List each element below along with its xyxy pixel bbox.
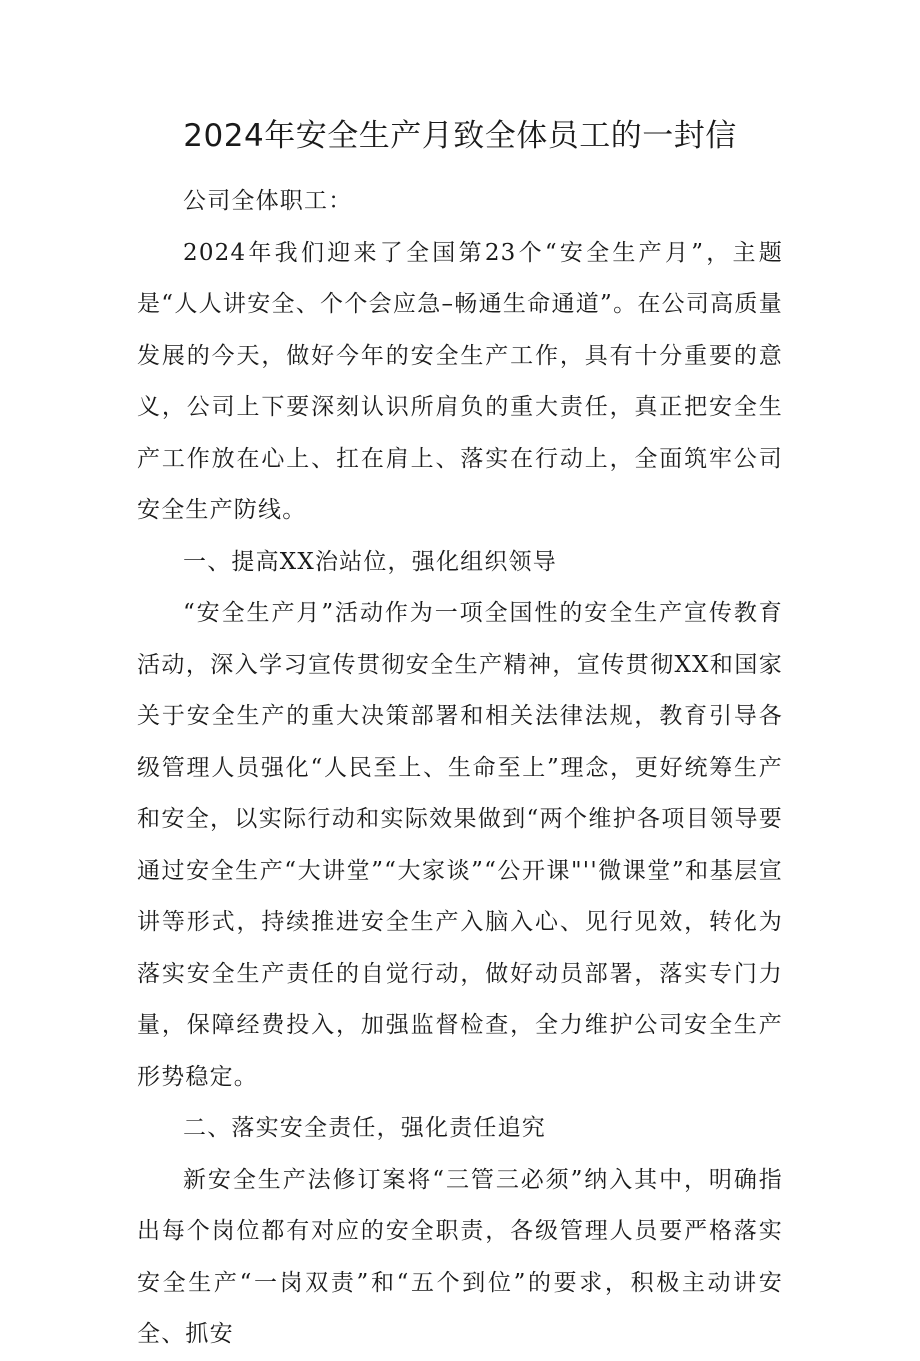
section-heading-2: 二、落实安全责任，强化责任追究 (183, 1115, 546, 1141)
paragraph-intro: 2024年我们迎来了全国第23个“安全生产月”，主题是“人人讲安全、个个会应急–畅通生命通道”。在公司高质量发展的今天，做好今年的安全生产工作，具有十分重要的意义，公司上下要深刻认识所肩负的重大责任，真正把安全生产工作放在心上、扛在肩上、落实在行动上，全面筑牢公司安全生产防线。 (137, 239, 783, 523)
salutation: 公司全体职工： (183, 188, 353, 214)
section-heading-1: 一、提高XX治站位，强化组织领导 (183, 548, 557, 575)
paragraph-section-1: “安全生产月”活动作为一项全国性的安全生产宣传教育活动，深入学习宣传贯彻安全生产精神，宣传贯彻XX和国家关于安全生产的重大决策部署和相关法律法规，教育引导各级管理人员强化“人民至上、生命至上”理念，更好统筹生产和安全，以实际行动和实际效果做到“两个维护各项目领导要通过安全生产“大讲堂”“大家谈”“公开课"''微课堂”和基层宣讲等形式，持续推进安全生产入脑入心、见行见效，转化为落实安全生产责任的自觉行动，做好动员部署，落实专门力量，保障经费投入，加强监督检查，全力维护公司安全生产形势稳定。 (137, 600, 783, 1090)
document-body (137, 176, 783, 1361)
paragraph-section-2: 新安全生产法修订案将“三管三必须”纳入其中，明确指出每个岗位都有对应的安全职责，各级管理人员要严格落实安全生产“一岗双责”和“五个到位”的要求，积极主动讲安全、抓安 (137, 1166, 783, 1347)
document-title: 2024年安全生产月致全体员工的一封信 (183, 118, 737, 154)
